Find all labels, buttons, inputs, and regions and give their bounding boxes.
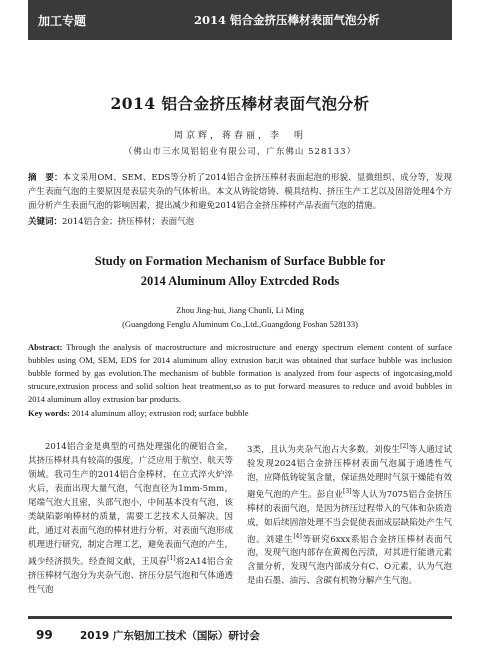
- authors-en: Zhou Jing-hui, Jiang Chunli, Li Ming: [176, 305, 304, 315]
- keywords-cn: [28, 215, 452, 227]
- running-title: 2014 铝合金挤压棒材表面气泡分析: [194, 13, 380, 27]
- citation-ref: [3]: [343, 487, 352, 495]
- body-text: 等研究6xxx系铝合金挤压棒材表面气泡，发现气泡内部存在黄褐色污渍，对其进行能谱元素含量分析，发现气泡内部成分有C、O元素，认为气泡是由石墨、油污、含碳有机物分解产生气泡。: [247, 534, 452, 587]
- citation-ref: [4]: [293, 532, 302, 540]
- authors-cn: 周京辉，蒋春丽，李 明: [173, 131, 306, 141]
- keywords-en: [28, 408, 452, 418]
- citation-ref: [1]: [167, 555, 176, 562]
- running-header: [28, 0, 452, 40]
- body-text: 将2A14铝合金挤压棒材气泡分为夹杂气泡、挤压分层气泡和气体通透性气泡: [28, 556, 233, 595]
- body-text: 等人认为7075铝合金挤压棒材的表面气泡，是因为挤压过程带入的气体和杂质造成，如后续固溶处理不当会促使表面成层缺陷处产生气泡。刘建生: [247, 489, 452, 545]
- article-title-en: [28, 251, 452, 291]
- keywords-cn-text: 2014铝合金；挤压棒材；表面气泡: [62, 217, 195, 227]
- keywords-en-text: 2014 aluminum alloy; extrusion rod; surface bubble: [69, 408, 249, 418]
- article-title-cn: 2014 铝合金挤压棒材表面气泡分析: [110, 94, 370, 113]
- abstract-cn-label: 摘 要：: [28, 173, 63, 183]
- body-column-left: [28, 440, 233, 597]
- affiliation-cn: （佛山市三水凤铝铝业有限公司，广东佛山 528133）: [123, 147, 357, 157]
- page-number: 99: [36, 628, 53, 642]
- keywords-cn-label: 关键词：: [28, 217, 63, 227]
- page-footer: [28, 616, 452, 651]
- body-text: 等人通过试验发现2024铝合金挤压棒材表面气泡属于通透性气泡，应降低铸锭氢含量，保证热处理时气氛干燥能有效避免气泡的产生。彭自业: [247, 444, 452, 500]
- keywords-en-label: Key words:: [28, 408, 70, 418]
- section-label: 加工专题: [38, 13, 87, 28]
- title-en-line-2: 2014 Aluminum Alloy Extrcded Rods: [140, 274, 340, 288]
- abstract-en-text: Through the analysis of macrostructure and microstructure and energy spectrum element content of surface bubbles using OM, SEM, EDS for 2014 aluminum alloy extrusion bar,it was obtained that surface bubble was inclusion bubble formed by gas evolution.The mechanism of bubble formation is analyzed from four aspects of ingotcasing,mold strucure,extrusion process and solid soltion heat treatment,so as to put forward measures to reduce and avoid bubbles in 2014 aluminum alloy extrusion bar products.: [28, 342, 452, 404]
- title-en-line-1: Study on Formation Mechanism of Surface Bubble for: [94, 254, 386, 268]
- journal-name: 2019 广东铝加工技术（国际）研讨会: [80, 629, 260, 642]
- abstract-en-label: Abstract:: [28, 342, 63, 352]
- affiliation-en: (Guangdong Fenglu Aluminum Co.,Ltd.,Guangdong Foshan 528133): [122, 319, 358, 329]
- body-paragraph: [247, 440, 452, 588]
- article-page: [28, 40, 452, 611]
- body-text: 2014铝合金是典型的可热处理强化的硬铝合金，其挤压棒材具有较高的强度，广泛应用于航空、航天等领域。我司生产的2014铝合金棒材，在立式淬火炉淬火后，表面出现大量气泡，气泡直径为1mm-5mm，尾端气泡大且密，头部气泡小，中间基本没有气泡，该类缺陷影响棒材的质量，需要工艺技术人员解决。因此，通过对表面气泡的棒材进行分析，对表面气泡形成机理进行研究，制定合理工艺，避免表面气泡的产生，减少经济损失。经查阅文献，王凤春: [28, 442, 233, 567]
- body-column-right: [247, 440, 452, 597]
- body-paragraph: [28, 440, 233, 597]
- citation-ref: [2]: [400, 443, 409, 450]
- abstract-en: [28, 341, 452, 406]
- body-columns: [28, 440, 452, 597]
- abstract-cn-text: 本文采用OM、SEM、EDS等分析了2014铝合金挤压棒材表面起泡的形貌、显微组织、成分等，发现产生表面气泡的主要原因是表层夹杂的气体析出。本文从铸锭熔铸、模具结构、挤压生产工艺以及固溶处理4个方面分析产生表面气泡的影响因素，提出减少和避免2014铝合金挤压棒材产品表面气泡的措施。: [28, 173, 452, 211]
- abstract-cn: [28, 171, 452, 213]
- body-text: 3类，且认为夹杂气泡占大多数。刘俊生: [247, 444, 401, 455]
